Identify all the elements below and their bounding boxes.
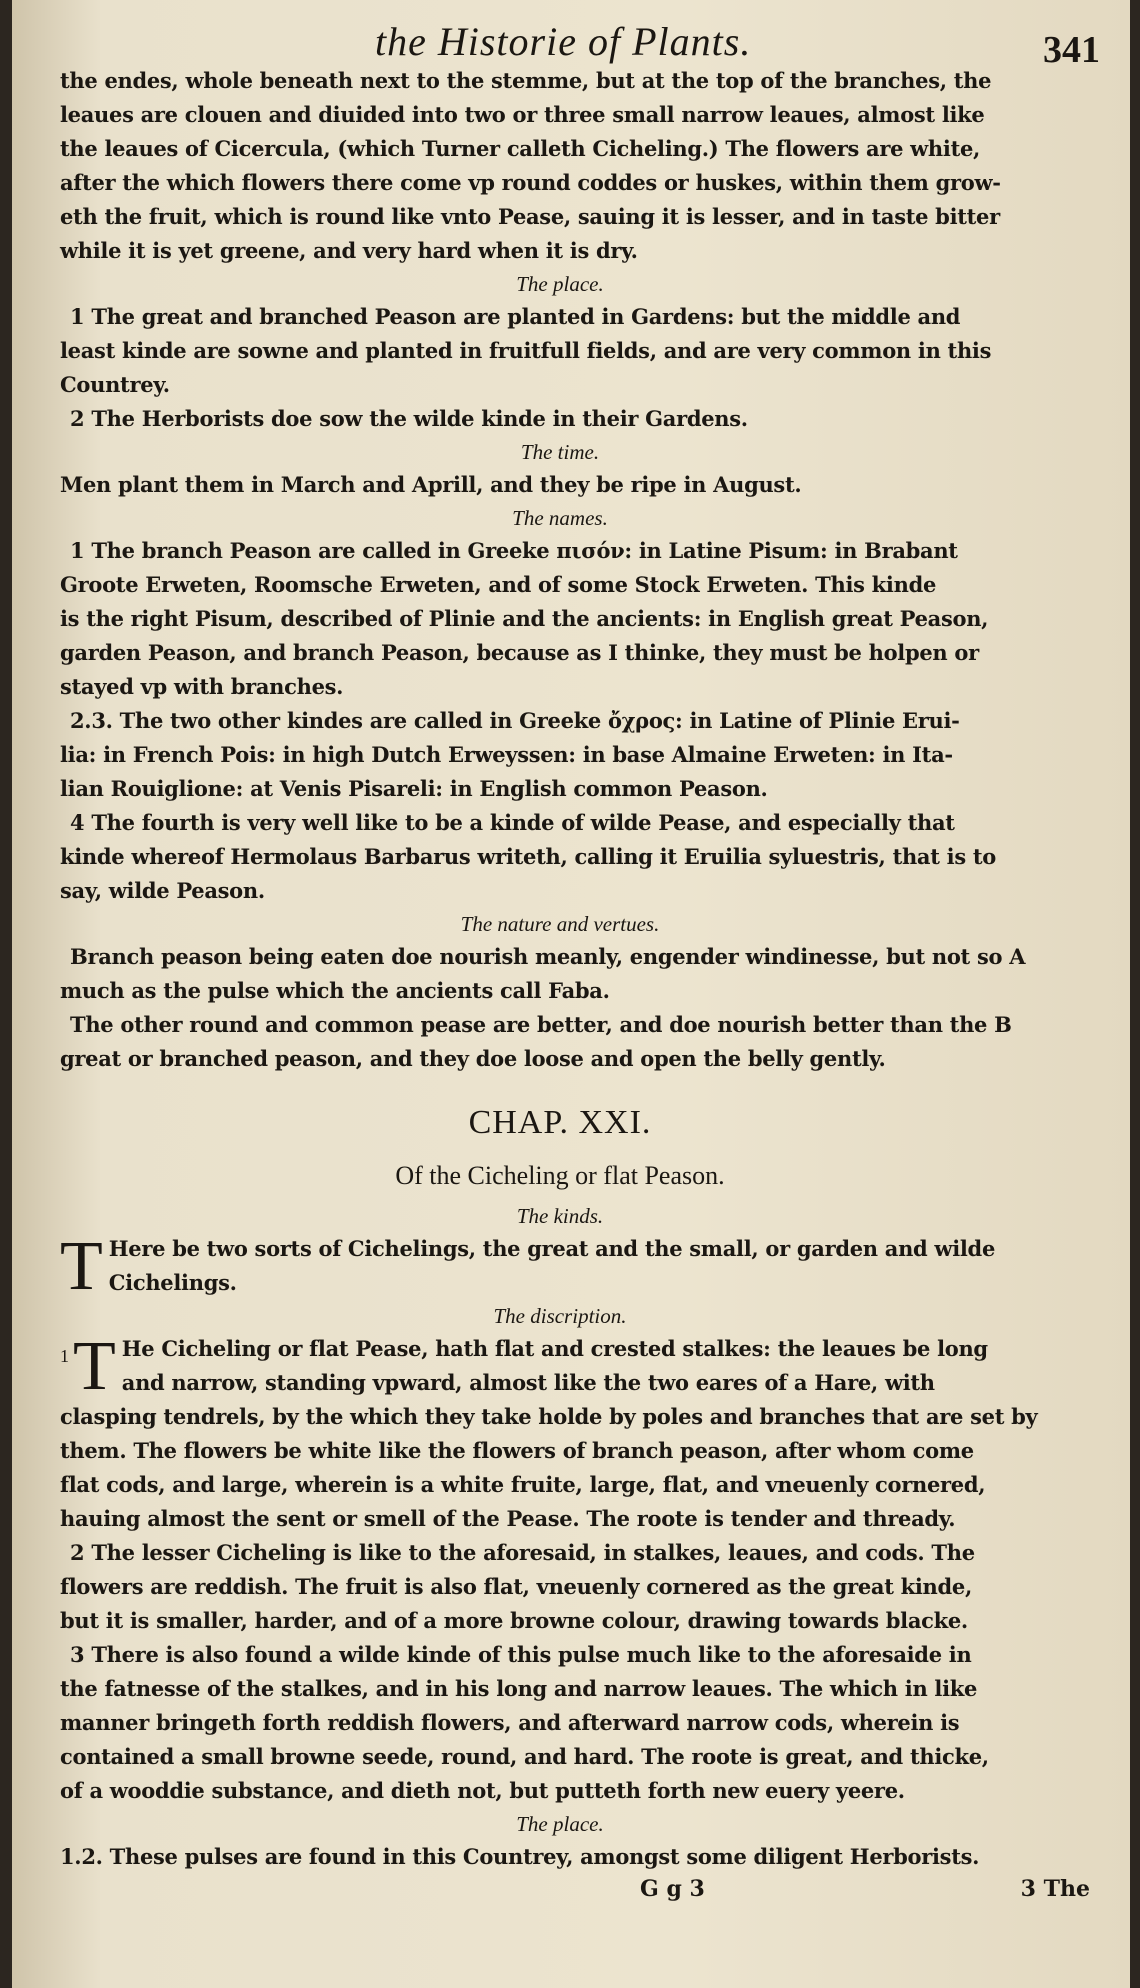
text-line: clasping tendrels, by the which they take holde by poles and branches that are set by [60,1404,1038,1429]
page-footer [60,1874,1090,1914]
text-line: the fatnesse of the stalkes, and in his long and narrow leaues. The which in like [60,1676,978,1701]
section-heading-nature: The nature and vertues. [460,912,660,936]
text-line: leaues are clouen and diuided into two or three small narrow leaues, almost like [60,102,985,127]
text-line: while it is yet greene, and very hard when it is dry. [60,238,638,263]
text-line: The other round and common pease are better, and doe nourish better than the B [70,1012,1012,1037]
text-line: 1 The great and branched Peason are planted in Gardens: but the middle and [70,304,961,329]
text-line: and narrow, standing vpward, almost like the two eares of a Hare, with [121,1370,935,1395]
catchword: 3 The [1020,1876,1090,1902]
drop-capital: T [60,1228,103,1305]
section-heading-names: The names. [512,506,608,530]
book-page [12,0,1130,1988]
text-line: hauing almost the sent or smell of the Pease. The roote is tender and thready. [60,1506,956,1531]
section-heading-kinds: The kinds. [516,1204,604,1228]
text-line: 3 There is also found a wilde kinde of this pulse much like to the aforesaide in [70,1642,972,1667]
text-line: Men plant them in March and Aprill, and they be ripe in August. [60,472,802,497]
text-line: the endes, whole beneath next to the stemme, but at the top of the branches, the [60,68,992,93]
text-line: flat cods, and large, wherein is a white fruite, large, flat, and vneuenly cornered, [60,1472,986,1497]
text-line: is the right Pisum, described of Plinie and the ancients: in English great Peason, [60,606,989,631]
nature-section [60,940,1060,1076]
text-line: Branch peason being eaten doe nourish meanly, engender windinesse, but not so A [70,944,1026,969]
text-line: much as the pulse which the ancients call Faba. [60,978,610,1003]
page-number: 341 [1043,29,1100,71]
text-line: of a wooddie substance, and dieth not, but putteth forth new euery yeere. [60,1778,905,1803]
time-section [60,468,1060,502]
text-line: Here be two sorts of Cichelings, the great and the small, or garden and wilde [108,1236,996,1261]
text-line: least kinde are sowne and planted in fruitfull fields, and are very common in this [60,338,992,363]
text-line: garden Peason, and branch Peason, because as I thinke, they must be holpen or [60,640,979,665]
description-section [60,1328,1060,1808]
chapter-number: CHAP. XXI. [468,1104,652,1141]
text-line: Cichelings. [108,1270,237,1295]
section-heading-description: The discription. [493,1304,627,1328]
chapter-title: Of the Cicheling or flat Peason. [395,1161,725,1190]
text-line: kinde whereof Hermolaus Barbarus writeth, calling it Eruilia syluestris, that is to [60,844,996,869]
text-line: flowers are reddish. The fruit is also flat, vneuenly cornered as the great kinde, [60,1574,972,1599]
top-paragraph [60,64,1060,268]
text-line: 4 The fourth is very well like to be a kinde of wilde Pease, and especially that [70,810,955,835]
text-line: eth the fruit, which is round like vnto Pease, sauing it is lesser, and in taste bitter [60,204,1000,229]
running-head [60,0,1100,71]
text-line: lian Rouiglione: at Venis Pisareli: in English common Peason. [60,776,768,801]
text-line: lia: in French Pois: in high Dutch Erweyssen: in base Almaine Erweten: in Ita- [60,742,953,767]
text-line: 1 The branch Peason are called in Greeke πισόν: in Latine Pisum: in Brabant [70,538,958,563]
text-line: say, wilde Peason. [60,878,265,903]
text-line: the leaues of Cicercula, (which Turner calleth Cicheling.) The flowers are white, [60,136,981,161]
signature-mark: G g 3 [640,1876,705,1902]
text-line: Groote Erweten, Roomsche Erweten, and of some Stock Erweten. This kinde [60,572,937,597]
section-heading-place: The place. [516,272,604,296]
text-line: 2 The Herborists doe sow the wilde kinde in their Gardens. [70,406,748,431]
text-line: but it is smaller, harder, and of a more browne colour, drawing towards blacke. [60,1608,968,1633]
section-heading-time: The time. [520,440,600,464]
place-section-2 [60,1840,1060,1874]
text-line: 2.3. The two other kindes are called in Greeke ὄχρος: in Latine of Plinie Erui- [70,708,960,733]
section-heading-place-2: The place. [516,1812,604,1836]
text-line: 1.2. These pulses are found in this Countrey, amongst some diligent Herborists. [60,1844,980,1869]
text-line: them. The flowers be white like the flowers of branch peason, after whom come [60,1438,974,1463]
names-section [60,534,1060,908]
text-line: stayed vp with branches. [60,674,344,699]
drop-capital: T [73,1328,116,1405]
running-title: the Historie of Plants. [375,19,752,64]
place-section [60,300,1060,436]
text-line: Countrey. [60,372,170,397]
text-line: He Cicheling or flat Pease, hath flat and crested stalkes: the leaues be long [121,1336,988,1361]
kinds-section [60,1228,1060,1305]
text-line: contained a small browne seede, round, and hard. The roote is great, and thicke, [60,1744,989,1769]
text-line: great or branched peason, and they doe loose and open the belly gently. [60,1046,886,1071]
text-line: manner bringeth forth reddish flowers, and afterward narrow cods, wherein is [60,1710,960,1735]
text-line: after the which flowers there come vp round coddes or huskes, within them grow- [60,170,1001,195]
text-line: 2 The lesser Cicheling is like to the aforesaid, in stalkes, leaues, and cods. The [70,1540,975,1565]
paragraph-number: 1 [60,1346,69,1366]
